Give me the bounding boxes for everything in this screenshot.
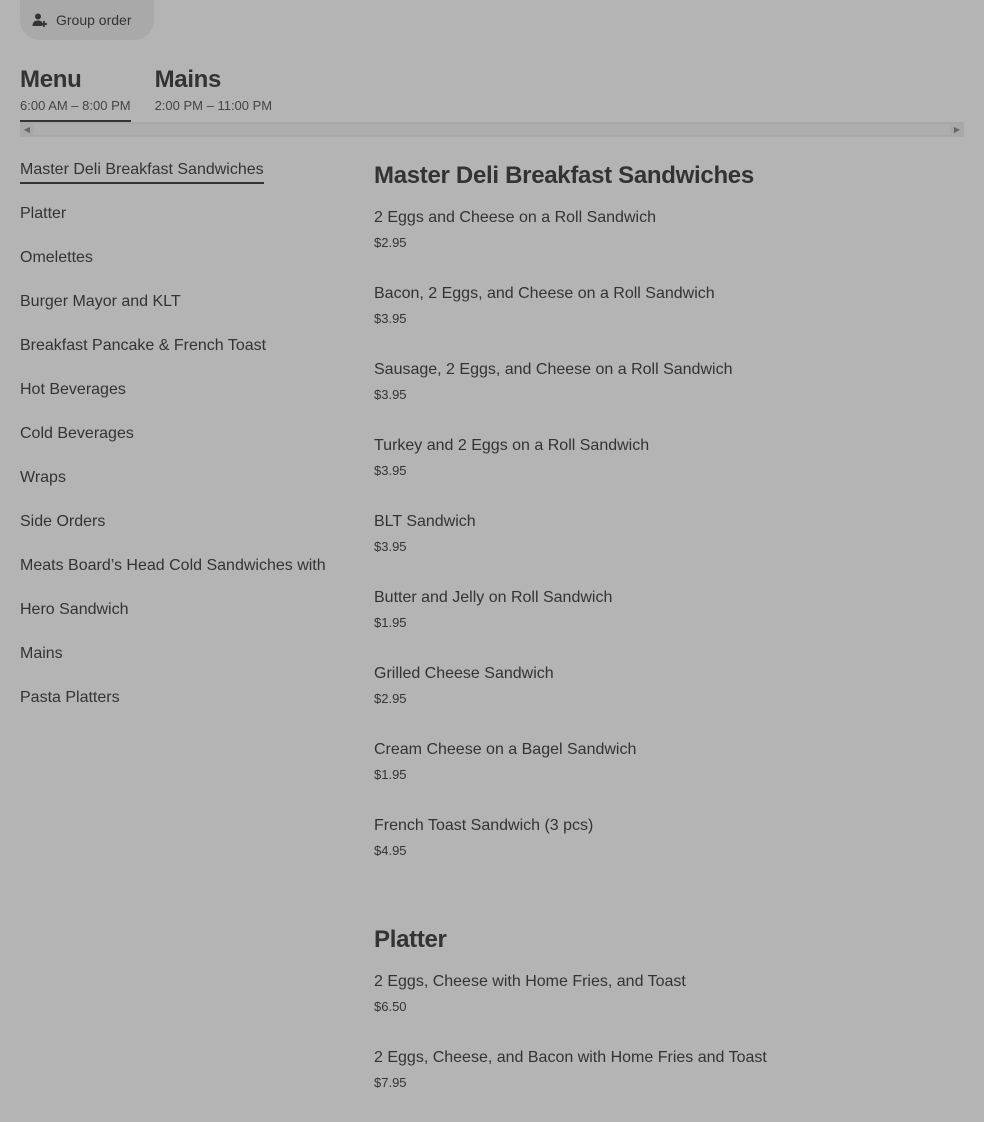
sidebar-item-label: Side Orders (20, 513, 106, 530)
sidebar-item-side-orders[interactable] (20, 510, 326, 554)
menu-section-platter (374, 922, 964, 1122)
menu-item-name: 2 Eggs, Cheese with Home Fries, and Toast (374, 973, 686, 990)
group-order-label: Group order (56, 12, 132, 28)
sidebar-item-meats-boards-head[interactable] (20, 554, 326, 598)
sidebar-item-label: Hero Sandwich (20, 601, 129, 618)
menu-tabs (20, 64, 296, 125)
menu-item-price: $1.95 (374, 767, 407, 782)
menu-tab-hours: 2:00 PM – 11:00 PM (154, 98, 273, 113)
sidebar-item-master-deli-breakfast-sandwiches[interactable] (20, 158, 326, 202)
menu-item[interactable] (374, 586, 964, 662)
menu-tab-name: Menu (20, 66, 82, 93)
sidebar-item-label: Omelettes (20, 249, 93, 266)
menu-tab-name: Mains (154, 66, 222, 93)
scroll-left-arrow-icon[interactable]: ◀ (23, 125, 31, 134)
sidebar-item-breakfast-pancake-french-toast[interactable] (20, 334, 326, 378)
sidebar-item-label: Pasta Platters (20, 689, 120, 706)
menu-item-price: $2.95 (374, 691, 407, 706)
sidebar-item-burger-mayor-and-klt[interactable] (20, 290, 326, 334)
sidebar-item-label: Burger Mayor and KLT (20, 293, 181, 310)
sidebar-item-mains[interactable] (20, 642, 326, 686)
section-title: Platter (374, 926, 447, 953)
sidebar-item-label: Platter (20, 205, 67, 222)
menu-item[interactable] (374, 282, 964, 358)
sidebar-item-label: Hot Beverages (20, 381, 126, 398)
menu-item[interactable] (374, 358, 964, 434)
menu-item[interactable] (374, 738, 964, 814)
menu-item[interactable] (374, 662, 964, 738)
menu-item-price: $3.95 (374, 387, 407, 402)
scrollbar-thumb[interactable] (34, 124, 950, 135)
menu-item-name: Cream Cheese on a Bagel Sandwich (374, 741, 637, 758)
menu-item-price: $4.95 (374, 843, 407, 858)
sidebar-item-label: Cold Beverages (20, 425, 134, 442)
sidebar-item-label: Meats Board’s Head Cold Sandwiches with (20, 557, 326, 574)
menu-item-price: $3.95 (374, 463, 407, 478)
category-sidebar (20, 158, 326, 730)
sidebar-item-label: Mains (20, 645, 63, 662)
section-title: Master Deli Breakfast Sandwiches (374, 162, 754, 189)
menu-item[interactable] (374, 510, 964, 586)
menu-item[interactable] (374, 970, 964, 1046)
menu-item[interactable] (374, 434, 964, 510)
menu-item[interactable] (374, 814, 964, 890)
sidebar-item-cold-beverages[interactable] (20, 422, 326, 466)
menu-item-price: $7.95 (374, 1075, 407, 1090)
menu-item-name: 2 Eggs, Cheese, and Bacon with Home Fries and Toast (374, 1049, 767, 1066)
sidebar-item-label: Master Deli Breakfast Sandwiches (20, 158, 264, 184)
menu-content (374, 158, 964, 1122)
menu-item-price: $2.95 (374, 235, 407, 250)
menu-item-name: Grilled Cheese Sandwich (374, 665, 554, 682)
sidebar-item-pasta-platters[interactable] (20, 686, 326, 730)
menu-tab-hours: 6:00 AM – 8:00 PM (20, 98, 131, 113)
menu-item[interactable] (374, 1046, 964, 1122)
menu-item-name: 2 Eggs and Cheese on a Roll Sandwich (374, 209, 656, 226)
menu-item-price: $3.95 (374, 539, 407, 554)
menu-item-name: Turkey and 2 Eggs on a Roll Sandwich (374, 437, 650, 454)
group-order-button[interactable] (20, 0, 154, 40)
menu-tab-mains[interactable] (155, 64, 273, 125)
menu-tab-menu[interactable] (20, 64, 131, 125)
sidebar-item-label: Breakfast Pancake & French Toast (20, 337, 267, 354)
menu-item-price: $3.95 (374, 311, 407, 326)
sidebar-item-wraps[interactable] (20, 466, 326, 510)
menu-section-master-deli-breakfast-sandwiches (374, 158, 964, 890)
menu-item-name: BLT Sandwich (374, 513, 476, 530)
menu-item[interactable] (374, 206, 964, 282)
sidebar-item-label: Wraps (20, 469, 66, 486)
sidebar-item-platter[interactable] (20, 202, 326, 246)
menu-item-price: $6.50 (374, 999, 407, 1014)
menu-tabs-scrollbar[interactable] (20, 122, 964, 137)
menu-item-name: Sausage, 2 Eggs, and Cheese on a Roll Sandwich (374, 361, 733, 378)
add-person-icon (32, 12, 48, 28)
menu-item-price: $1.95 (374, 615, 407, 630)
menu-item-name: French Toast Sandwich (3 pcs) (374, 817, 594, 834)
menu-item-name: Butter and Jelly on Roll Sandwich (374, 589, 613, 606)
menu-item-name: Bacon, 2 Eggs, and Cheese on a Roll Sandwich (374, 285, 715, 302)
scroll-right-arrow-icon[interactable]: ▶ (953, 125, 961, 134)
sidebar-item-hero-sandwich[interactable] (20, 598, 326, 642)
sidebar-item-hot-beverages[interactable] (20, 378, 326, 422)
sidebar-item-omelettes[interactable] (20, 246, 326, 290)
